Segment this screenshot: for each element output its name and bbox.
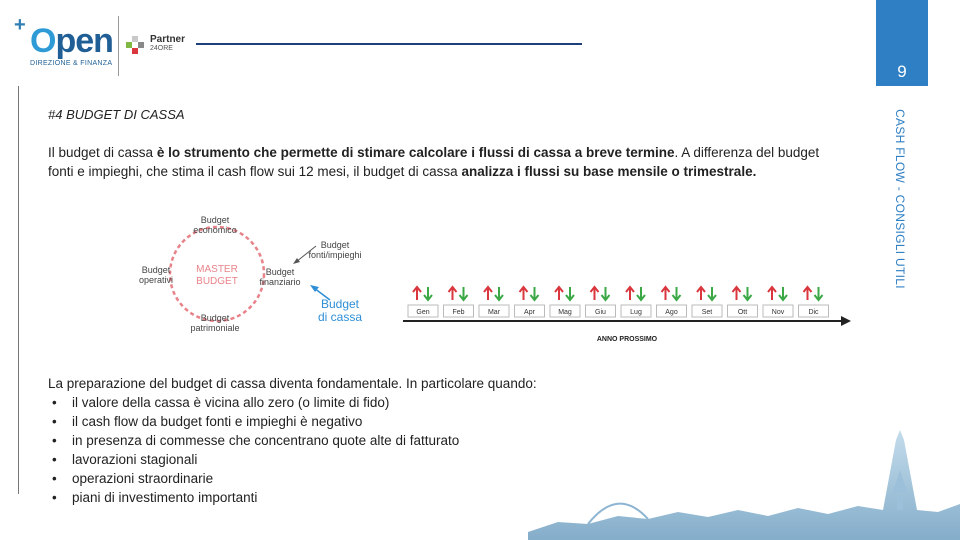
inflow-arrow-icon bbox=[520, 287, 528, 300]
inflow-arrow-icon bbox=[662, 287, 670, 300]
outflow-arrow-icon bbox=[602, 287, 610, 300]
month-label: Ott bbox=[737, 309, 748, 316]
inflow-arrow-icon bbox=[413, 287, 421, 300]
month-label: Gen bbox=[416, 309, 430, 316]
outflow-arrow-icon bbox=[815, 287, 823, 300]
inflow-arrow-icon bbox=[449, 287, 457, 300]
logo-name: pen bbox=[55, 22, 113, 60]
bullet-icon: • bbox=[52, 433, 57, 448]
budget-cassa-line1: Budget bbox=[320, 297, 360, 311]
master-budget-line2: BUDGET bbox=[196, 276, 238, 287]
month-label: Lug bbox=[630, 309, 642, 316]
intro-text-1: Il budget di cassa bbox=[48, 145, 157, 160]
bullet-icon: • bbox=[52, 452, 57, 467]
month-label: Nov bbox=[771, 309, 785, 316]
inflow-arrow-icon bbox=[555, 287, 563, 300]
inflow-arrow-icon bbox=[804, 287, 812, 300]
month-label: Set bbox=[701, 309, 713, 316]
budget-patrimoniale-line2: patrimoniale bbox=[190, 323, 240, 333]
budget-patrimoniale-line1: Budget bbox=[200, 313, 230, 323]
list-item-text: piani di investimento importanti bbox=[72, 490, 258, 505]
bullet-icon: • bbox=[52, 414, 57, 429]
partner-label: Partner bbox=[150, 34, 186, 45]
outflow-arrow-icon bbox=[779, 287, 787, 300]
list-item-text: il valore della cassa è vicina allo zero (o limite di fido) bbox=[72, 395, 390, 410]
budget-finanziario-line1: Budget bbox=[265, 267, 295, 277]
side-label: CASH FLOW - CONSIGLI UTILI bbox=[893, 109, 907, 289]
master-budget-diagram bbox=[130, 212, 380, 334]
bullet-icon: • bbox=[52, 471, 57, 486]
logo-subtitle: DIREZIONE & FINANZA bbox=[30, 60, 113, 67]
bullet-icon: • bbox=[52, 395, 57, 410]
list-intro: La preparazione del budget di cassa diventa fondamentale. In particolare quando: bbox=[48, 376, 537, 391]
fonti-arrow-head bbox=[293, 258, 300, 264]
list-item-text: lavorazioni stagionali bbox=[72, 452, 198, 467]
budget-economico-line2: economico bbox=[193, 225, 237, 235]
budget-cassa-line2: di cassa bbox=[317, 310, 363, 324]
outflow-arrow-icon bbox=[566, 287, 574, 300]
intro-paragraph bbox=[48, 144, 838, 181]
partner-logo-icon bbox=[126, 36, 144, 54]
inflow-arrow-icon bbox=[768, 287, 776, 300]
budget-fonti-line2: fonti/impieghi bbox=[308, 250, 362, 260]
inflow-arrow-icon bbox=[484, 287, 492, 300]
partner-sub: 24ORE bbox=[150, 45, 173, 52]
page-number: 9 bbox=[897, 62, 907, 81]
timeline-axis-head bbox=[841, 316, 851, 326]
outflow-arrow-icon bbox=[460, 287, 468, 300]
month-label: Ago bbox=[665, 309, 678, 316]
budget-economico-line1: Budget bbox=[200, 215, 230, 225]
month-label: Feb bbox=[452, 309, 465, 316]
master-budget-line1: MASTER bbox=[196, 264, 238, 275]
list-item-text: il cash flow da budget fonti e impieghi è negativo bbox=[72, 414, 363, 429]
list-item-text: in presenza di commesse che concentrano quote alte di fatturato bbox=[72, 433, 460, 448]
outflow-arrow-icon bbox=[744, 287, 752, 300]
timeline-axis-label: ANNO PROSSIMO bbox=[596, 336, 658, 343]
turin-skyline-illustration bbox=[528, 400, 960, 540]
budget-fonti-line1: Budget bbox=[320, 240, 350, 250]
bullet-icon: • bbox=[52, 490, 57, 505]
header-rule bbox=[196, 43, 582, 45]
intro-bold-2: analizza i flussi su base mensile o trimestrale. bbox=[461, 163, 757, 179]
logo bbox=[30, 22, 113, 61]
list-item-text: operazioni straordinarie bbox=[72, 471, 214, 486]
outflow-arrow-icon bbox=[637, 287, 645, 300]
outflow-arrow-icon bbox=[673, 287, 681, 300]
outflow-arrow-icon bbox=[708, 287, 716, 300]
budget-finanziario-line2: finanziario bbox=[259, 277, 301, 287]
section-title: #4 BUDGET DI CASSA bbox=[48, 107, 185, 122]
outflow-arrow-icon bbox=[495, 287, 503, 300]
intro-text-2: . A differenza del budget fonti e impieghi, che stima il cash flow sui 12 mesi, il budget di cassa bbox=[48, 145, 820, 179]
cash-flow-timeline bbox=[395, 276, 855, 348]
month-label: Mar bbox=[487, 309, 501, 316]
month-arrows bbox=[413, 287, 823, 300]
intro-bold-1: è lo strumento che permette di stimare calcolare i flussi di cassa a breve termine bbox=[156, 145, 675, 160]
inflow-arrow-icon bbox=[591, 287, 599, 300]
inflow-arrow-icon bbox=[626, 287, 634, 300]
logo-first-letter: O bbox=[30, 22, 56, 60]
month-label: Dic bbox=[808, 309, 819, 316]
month-label: Mag bbox=[558, 309, 572, 316]
month-labels bbox=[408, 305, 829, 317]
outflow-arrow-icon bbox=[424, 287, 432, 300]
logo-divider bbox=[118, 16, 119, 76]
left-rule bbox=[18, 86, 19, 494]
inflow-arrow-icon bbox=[733, 287, 741, 300]
budget-operativi-line2: operativi bbox=[138, 275, 174, 285]
logo-plus: + bbox=[14, 14, 26, 36]
inflow-arrow-icon bbox=[697, 287, 705, 300]
month-label: Giu bbox=[595, 309, 606, 316]
outflow-arrow-icon bbox=[531, 287, 539, 300]
month-label: Apr bbox=[524, 309, 535, 316]
budget-operativi-line1: Budget bbox=[141, 265, 171, 275]
